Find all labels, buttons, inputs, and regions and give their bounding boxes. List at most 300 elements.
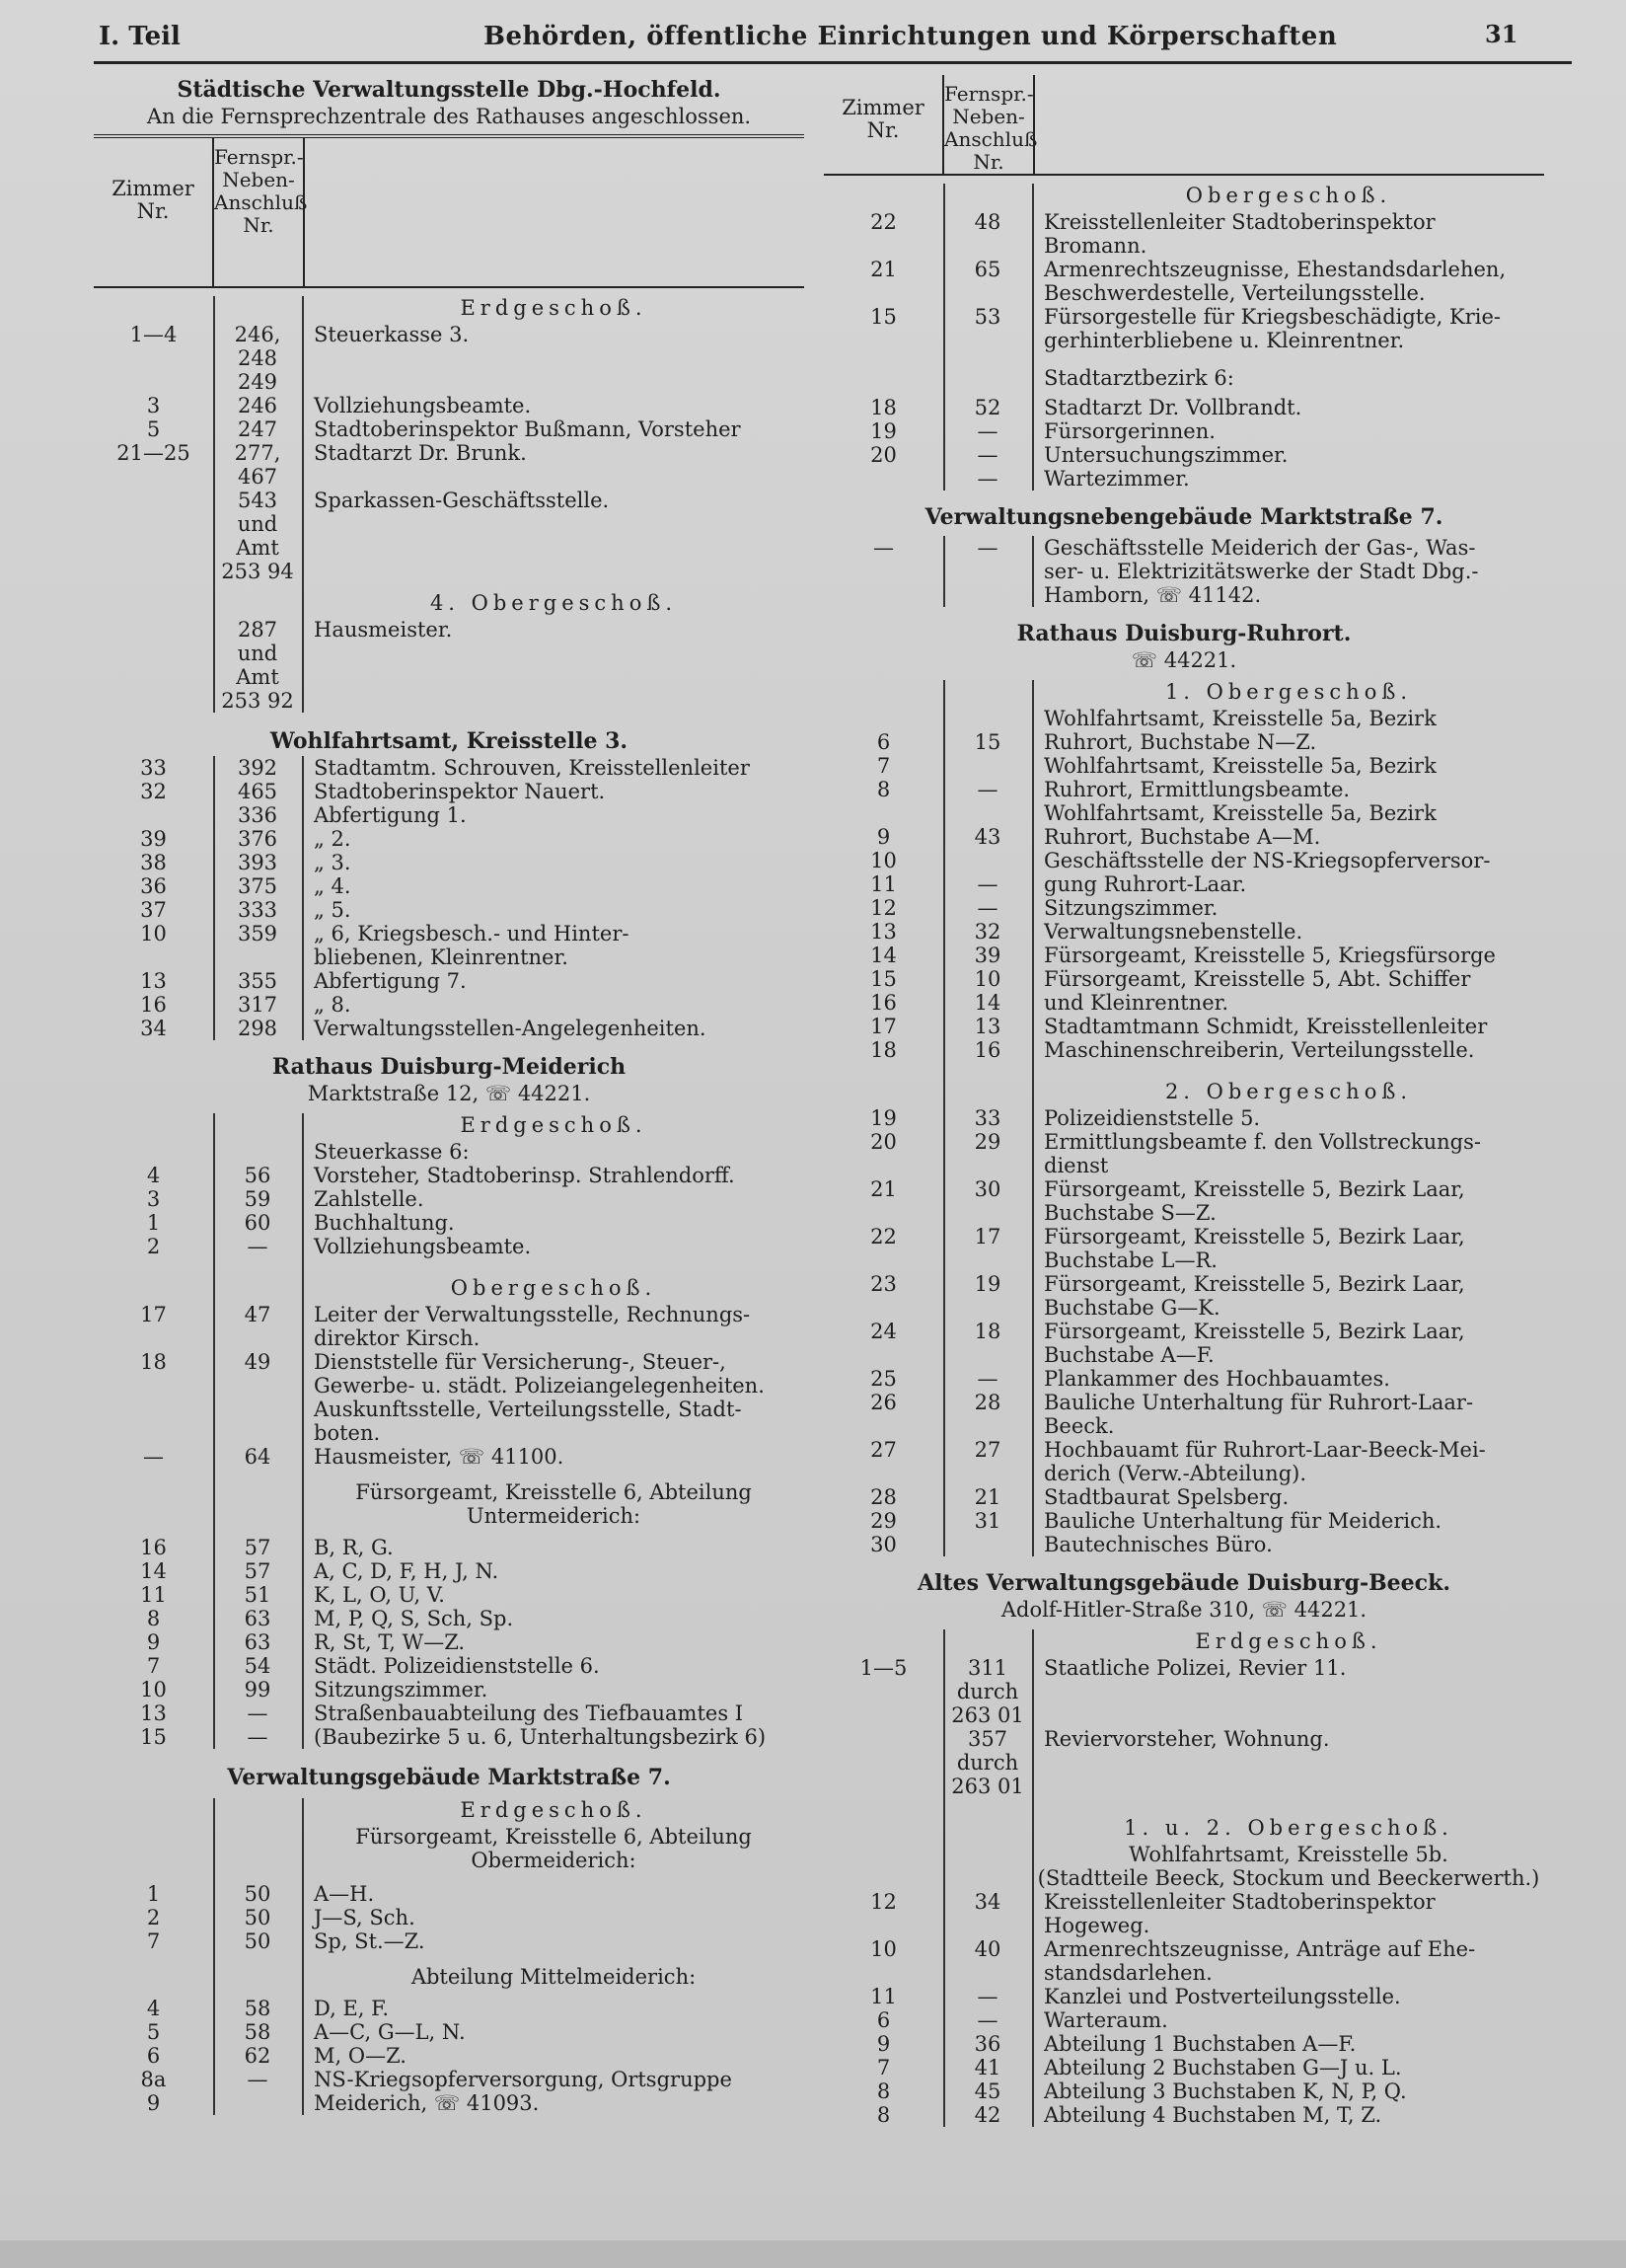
table-row (824, 991, 1544, 1015)
table-row (824, 583, 1544, 607)
table-row (94, 1211, 804, 1235)
page-header (0, 14, 1626, 53)
table-row (824, 825, 1544, 849)
phone-extension: 39 (974, 944, 1001, 967)
entry-description (302, 689, 804, 713)
room-number: 2 (146, 1235, 161, 1258)
entry-description: „ 5. (314, 898, 351, 922)
room-number: 17 (870, 1015, 897, 1038)
entry-description: Geschäftsstelle Meiderich der Gas-, Was- (1044, 536, 1476, 560)
table-row (824, 2008, 1544, 2032)
entry-description: Abfertigung 1. (314, 803, 467, 827)
entry-description: Fürsorgerinnen. (1044, 419, 1216, 443)
table-row (824, 849, 1544, 872)
phone-extension: 355 (237, 969, 278, 993)
table-row (94, 417, 804, 441)
phone-extension: — (247, 1235, 268, 1258)
room-number: 6 (146, 2044, 161, 2068)
room-number (94, 489, 213, 512)
phone-extension: 376 (237, 827, 278, 851)
phone-extension: 50 (244, 1882, 271, 1906)
table-block (824, 1629, 1544, 2127)
entry-description: ser- u. Elektrizitätswerke der Stadt Dbg.- (1044, 560, 1479, 583)
entry-description: Verwaltungsnebenstelle. (1044, 920, 1303, 944)
room-number: 5 (146, 417, 161, 441)
table-row (94, 1882, 804, 1906)
room-number: 18 (870, 396, 897, 419)
phone-extension: 357 (967, 1727, 1008, 1751)
room-number (824, 329, 943, 352)
table-row (824, 801, 1544, 825)
phone-extension: 57 (244, 1559, 271, 1583)
table-header (824, 75, 1544, 176)
room-number: 21 (870, 1177, 897, 1201)
entry-description: und Kleinrentner. (1044, 991, 1229, 1015)
entry-description: Kanzlei und Postverteilungsstelle. (1044, 1985, 1401, 2008)
room-number (824, 1462, 943, 1485)
table-row (824, 419, 1544, 443)
entry-description: M, O—Z. (314, 2044, 406, 2068)
table-row (824, 1509, 1544, 1533)
entry-description: Sitzungszimmer. (314, 1678, 488, 1701)
table-row (94, 874, 804, 898)
entry-description: Hamborn, ☏ 41142. (1044, 583, 1262, 607)
phone-extension: 31 (974, 1509, 1001, 1533)
entry-description: Geschäftsstelle der NS-Kriegsopferversor- (1044, 849, 1491, 872)
entry-description: M, P, Q, S, Sch, Sp. (314, 1607, 514, 1630)
phone-column-header: Fernspr.- Neben- Anschluß Nr. (212, 138, 305, 286)
phone-extension: 14 (974, 991, 1001, 1015)
table-row (824, 1225, 1544, 1248)
room-number (824, 1775, 943, 1798)
entry-description: Warteraum. (1044, 2008, 1168, 2032)
phone-extension (943, 583, 1032, 607)
entry-description: Wartezimmer. (1044, 467, 1190, 491)
entry-description: Hausmeister, ☏ 41100. (314, 1445, 564, 1469)
room-number: — (873, 536, 894, 560)
entry-description: Dienststelle für Versicherung-, Steuer-, (314, 1350, 726, 1374)
floor-heading: 1. u. 2. Obergeschoß. (1124, 1816, 1453, 1840)
phone-extension: 64 (244, 1445, 271, 1469)
table-row (824, 1296, 1544, 1320)
room-number: 24 (870, 1320, 897, 1343)
right-column (824, 69, 1544, 2127)
table-row (94, 1654, 804, 1678)
table-row (824, 1462, 1544, 1485)
entry-description: Gewerbe- u. städt. Polizeiangelegenheiten. (314, 1374, 765, 1398)
phone-extension (943, 1201, 1032, 1225)
phone-extension (213, 1398, 302, 1421)
entry-description: „ 8. (314, 993, 351, 1017)
room-number: 32 (140, 780, 167, 803)
entry-description: gerhinterbliebene u. Kleinrentner. (1044, 329, 1405, 352)
entry-description: Hochbauamt für Ruhrort-Laar-Beeck-Mei- (1044, 1438, 1486, 1462)
floor-heading: Erdgeschoß. (460, 1798, 647, 1822)
entry-description: B, R, G. (314, 1536, 394, 1559)
table-row (824, 1937, 1544, 1961)
entry-description: Kreisstellenleiter Stadtoberinspektor (1044, 1890, 1436, 1914)
room-number: 7 (876, 2056, 891, 2079)
table-row (824, 707, 1544, 730)
entry-description: Fürsorgeamt, Kreisstelle 5, Bezirk Laar, (1044, 1320, 1465, 1343)
phone-extension: 63 (244, 1607, 271, 1630)
room-number: 9 (146, 2091, 161, 2115)
room-number (824, 1961, 943, 1985)
room-number: 16 (870, 991, 897, 1015)
room-number (824, 467, 943, 491)
entry-description: Abteilung 1 Buchstaben A—F. (1044, 2032, 1357, 2056)
room-column-header: Zimmer Nr. (842, 96, 924, 142)
phone-extension: 21 (974, 1485, 1001, 1509)
phone-extension: 16 (974, 1038, 1001, 1062)
phone-extension (213, 945, 302, 969)
table-row (94, 1374, 804, 1398)
entry-description: Stadtamtmann Schmidt, Kreisstellenleiter (1044, 1015, 1488, 1038)
room-number: 8 (876, 2079, 891, 2103)
table-row (94, 560, 804, 583)
entry-description: Hausmeister. (314, 618, 453, 642)
phone-extension: 15 (974, 730, 1001, 754)
entry-description: K, L, O, U, V. (314, 1583, 445, 1607)
table-row (94, 1607, 804, 1630)
entry-description: „ 3. (314, 851, 351, 874)
phone-extension: 298 (237, 1017, 278, 1040)
section-subtitle: Adolf-Hitler-Straße 310, ☏ 44221. (1000, 1598, 1367, 1622)
floor-heading: 1. Obergeschoß. (1164, 680, 1413, 704)
phone-extension: 57 (244, 1536, 271, 1559)
table-row (94, 993, 804, 1017)
room-number (824, 1343, 943, 1367)
table-row (94, 1326, 804, 1350)
table-row (94, 2068, 804, 2091)
entry-description: „ 2. (314, 827, 351, 851)
entry-description: Bautechnisches Büro. (1044, 1533, 1273, 1556)
phone-extension: und Amt (236, 642, 279, 689)
room-number: 26 (870, 1391, 897, 1414)
table-row (824, 329, 1544, 352)
entry-description: Abteilung 2 Buchstaben G—J u. L. (1044, 2056, 1402, 2079)
room-number: 10 (140, 922, 167, 945)
entry-description (1032, 1680, 1544, 1703)
entry-description: Sp, St.—Z. (314, 1929, 425, 1953)
room-number: 7 (146, 1654, 161, 1678)
entry-description: Maschinenschreiberin, Verteilungsstelle. (1044, 1038, 1475, 1062)
table-row (824, 2056, 1544, 2079)
table-row (94, 1725, 804, 1749)
table-row (94, 394, 804, 417)
table-row (824, 560, 1544, 583)
table-row (824, 1367, 1544, 1391)
phone-extension: 50 (244, 1906, 271, 1929)
room-number: 18 (140, 1350, 167, 1374)
room-number: 7 (146, 1929, 161, 1953)
phone-extension: 18 (974, 1320, 1001, 1343)
table-row (94, 898, 804, 922)
entry-description: Buchhaltung. (314, 1211, 455, 1235)
room-number: 18 (870, 1038, 897, 1062)
room-number: 14 (140, 1559, 167, 1583)
room-number: 2 (146, 1906, 161, 1929)
phone-extension: 49 (244, 1350, 271, 1374)
entry-description (1032, 1775, 1544, 1798)
table-row (94, 1583, 804, 1607)
entry-description: Fürsorgestelle für Kriegsbeschädigte, Krie- (1044, 305, 1501, 329)
phone-extension: 263 01 (951, 1775, 1024, 1798)
room-number: 9 (876, 2032, 891, 2056)
table-row (824, 2079, 1544, 2103)
entry-description: Vollziehungsbeamte. (314, 1235, 532, 1258)
phone-extension: 263 01 (951, 1703, 1024, 1727)
room-number: 14 (870, 944, 897, 967)
room-number: 28 (870, 1485, 897, 1509)
room-number: 7 (876, 754, 891, 778)
part-label: I. Teil (99, 22, 181, 51)
table-row (824, 1438, 1544, 1462)
phone-extension: 253 94 (221, 560, 294, 583)
entry-description: Stadtoberinspektor Bußmann, Vorsteher (314, 417, 741, 441)
phone-extension: — (247, 2068, 268, 2091)
room-number (824, 1414, 943, 1438)
floor-heading: Obergeschoß. (450, 1276, 657, 1300)
table-row (94, 2091, 804, 2115)
left-column (94, 69, 804, 2115)
phone-extension: — (977, 419, 998, 443)
section-title: Verwaltungsgebäude Marktstraße 7. (227, 1765, 671, 1790)
room-number (824, 1727, 943, 1751)
table-row (824, 1015, 1544, 1038)
entry-description: Abteilung 4 Buchstaben M, T, Z. (1044, 2103, 1382, 2127)
sub-heading: Fürsorgeamt, Kreisstelle 6, Abteilung Untermeiderich: (355, 1480, 752, 1528)
room-number (824, 707, 943, 730)
entry-description: Meiderich, ☏ 41093. (314, 2091, 540, 2115)
phone-extension (943, 1414, 1032, 1438)
room-number (824, 1680, 943, 1703)
table-row (94, 689, 804, 713)
entry-description: Leiter der Verwaltungsstelle, Rechnungs- (314, 1303, 751, 1326)
room-number: 8a (140, 2068, 167, 2091)
phone-extension: 62 (244, 2044, 271, 2068)
room-number: 20 (870, 1130, 897, 1154)
phone-extension: 465 (237, 780, 278, 803)
table-row (824, 1154, 1544, 1177)
table-row (94, 827, 804, 851)
table-row (824, 258, 1544, 281)
table-row (94, 756, 804, 780)
room-number: 33 (140, 756, 167, 780)
entry-description: Staatliche Polizei, Revier 11. (1044, 1656, 1347, 1680)
room-number: 19 (870, 419, 897, 443)
phone-extension: — (977, 443, 998, 467)
entry-description: Kreisstellenleiter Stadtoberinspektor (1044, 210, 1436, 234)
entry-description: Stadtarzt Dr. Vollbrandt. (1044, 396, 1302, 419)
table-row (94, 1906, 804, 1929)
entry-description: (Baubezirke 5 u. 6, Unterhaltungsbezirk 6) (314, 1725, 767, 1749)
entry-description: Auskunftsstelle, Verteilungsstelle, Stadt- (314, 1398, 742, 1421)
room-number (824, 1751, 943, 1775)
phone-extension: 52 (974, 396, 1001, 419)
phone-extension (943, 1154, 1032, 1177)
table-row (94, 1929, 804, 1953)
entry-description: Reviervorsteher, Wohnung. (1044, 1727, 1330, 1751)
table-row (824, 1130, 1544, 1154)
phone-extension: durch (956, 1751, 1019, 1775)
room-number: 19 (870, 1106, 897, 1130)
room-number: 17 (140, 1303, 167, 1326)
entry-description: Fürsorgeamt, Kreisstelle 5, Bezirk Laar, (1044, 1225, 1465, 1248)
table-row (824, 896, 1544, 920)
phone-extension: 45 (974, 2079, 1001, 2103)
table-row (94, 780, 804, 803)
phone-extension: 99 (244, 1678, 271, 1701)
entry-description: R, St, T, W—Z. (314, 1630, 466, 1654)
phone-extension: 59 (244, 1187, 271, 1211)
section-title: Verwaltungsnebengebäude Marktstraße 7. (924, 504, 1443, 530)
phone-extension: 47 (244, 1303, 271, 1326)
phone-extension (943, 1533, 1032, 1556)
room-number (94, 560, 213, 583)
phone-extension: 246, 248 (234, 323, 281, 370)
table-block (94, 756, 804, 1040)
floor-heading: Erdgeschoß. (1195, 1629, 1382, 1653)
phone-extension (943, 1343, 1032, 1367)
entry-description: Beschwerdestelle, Verteilungsstelle. (1044, 281, 1426, 305)
table-row (94, 512, 804, 560)
table-row (94, 851, 804, 874)
table-block (824, 536, 1544, 607)
table-row (94, 969, 804, 993)
phone-extension: 58 (244, 2020, 271, 2044)
phone-extension: 65 (974, 258, 1001, 281)
table-row (824, 536, 1544, 560)
room-column-header: Zimmer Nr. (111, 177, 194, 223)
phone-extension: 392 (237, 756, 278, 780)
entry-description (1032, 1703, 1544, 1727)
room-number: 3 (146, 394, 161, 417)
entry-description (302, 560, 804, 583)
table-row (824, 1320, 1544, 1343)
section-title: Wohlfahrtsamt, Kreisstelle 3. (269, 728, 628, 754)
table-row (824, 967, 1544, 991)
room-number: 11 (140, 1583, 167, 1607)
table-row (94, 1536, 804, 1559)
phone-extension: 34 (974, 1890, 1001, 1914)
entry-description: Vollziehungsbeamte. (314, 394, 532, 417)
table-row (824, 2103, 1544, 2127)
room-number: 29 (870, 1509, 897, 1533)
room-number (94, 618, 213, 642)
page-title: Behörden, öffentliche Einrichtungen und Körperschaften (483, 22, 1338, 51)
table-row (824, 1727, 1544, 1751)
entry-description: Abteilung 3 Buchstaben K, N, P, Q. (1044, 2079, 1407, 2103)
room-number (94, 370, 213, 394)
phone-extension (943, 801, 1032, 825)
phone-extension (943, 1961, 1032, 1985)
floor-heading: 2. Obergeschoß. (1164, 1080, 1413, 1103)
entry-description: dienst (1044, 1154, 1109, 1177)
room-number: 9 (876, 825, 891, 849)
room-number: 21—25 (116, 441, 190, 465)
table-row (824, 1485, 1544, 1509)
room-number: 1—4 (129, 323, 178, 346)
table-row (824, 443, 1544, 467)
table-row (824, 872, 1544, 896)
room-number: 6 (876, 2008, 891, 2032)
room-number: 10 (870, 1937, 897, 1961)
entry-description (302, 642, 804, 689)
phone-extension: 277, 467 (234, 441, 281, 489)
phone-extension: 253 92 (221, 689, 294, 713)
phone-extension: 10 (974, 967, 1001, 991)
room-number (824, 1248, 943, 1272)
room-number (94, 689, 213, 713)
phone-extension: 33 (974, 1106, 1001, 1130)
phone-extension: 359 (237, 922, 278, 945)
room-number: 5 (146, 2020, 161, 2044)
entry-description: Wohlfahrtsamt, Kreisstelle 5a, Bezirk (1044, 754, 1437, 778)
room-number: 37 (140, 898, 167, 922)
entry-description: Sitzungszimmer. (1044, 896, 1219, 920)
phone-extension (943, 234, 1032, 258)
phone-extension: 27 (974, 1438, 1001, 1462)
phone-extension (943, 849, 1032, 872)
table-row (824, 1914, 1544, 1937)
sub-heading: Abteilung Mittelmeiderich: (410, 1965, 697, 1989)
room-number (94, 1398, 213, 1421)
table-row (94, 803, 804, 827)
table-row (94, 945, 804, 969)
phone-extension: 36 (974, 2032, 1001, 2056)
room-number: 8 (146, 1607, 161, 1630)
phone-extension: 249 (237, 370, 278, 394)
page-bottom-edge (0, 2240, 1626, 2268)
table-row (824, 778, 1544, 801)
table-row (94, 2020, 804, 2044)
phone-extension (213, 1421, 302, 1445)
phone-extension: 311 (967, 1656, 1008, 1680)
table-row (824, 234, 1544, 258)
entry-description: Bromann. (1044, 234, 1147, 258)
entry-description: Städt. Polizeidienststelle 6. (314, 1654, 600, 1678)
entry-description (302, 370, 804, 394)
table-row (824, 2032, 1544, 2056)
entry-description: gung Ruhrort-Laar. (1044, 872, 1247, 896)
room-number: 1 (146, 1882, 161, 1906)
phone-extension: 41 (974, 2056, 1001, 2079)
table-row (824, 1775, 1544, 1798)
section-subtitle: ☏ 44221. (1131, 648, 1237, 672)
table-row (824, 1533, 1544, 1556)
entry-description: Sparkassen-Geschäftsstelle. (314, 489, 610, 512)
table-row (824, 281, 1544, 305)
phone-extension: 336 (237, 803, 278, 827)
section-title: Rathaus Duisburg-Ruhrort. (1016, 621, 1352, 646)
entry-description: Straßenbauabteilung des Tiefbauamtes I (314, 1701, 744, 1725)
room-number (94, 1374, 213, 1398)
entry-description: A—H. (314, 1882, 375, 1906)
entry-description (302, 512, 804, 560)
table-block (94, 1798, 804, 2115)
entry-description: Buchstabe G—K. (1044, 1296, 1220, 1320)
phone-extension (943, 560, 1032, 583)
room-number: 13 (870, 920, 897, 944)
phone-extension (213, 1374, 302, 1398)
table-row (94, 1187, 804, 1211)
entry-description: derich (Verw.-Abteilung). (1044, 1462, 1307, 1485)
section-subtitle: An die Fernsprechzentrale des Rathauses angeschlossen. (146, 105, 752, 128)
room-number: 3 (146, 1187, 161, 1211)
table-row (824, 1201, 1544, 1225)
entry-description: Bauliche Unterhaltung für Ruhrort-Laar- (1044, 1391, 1474, 1414)
